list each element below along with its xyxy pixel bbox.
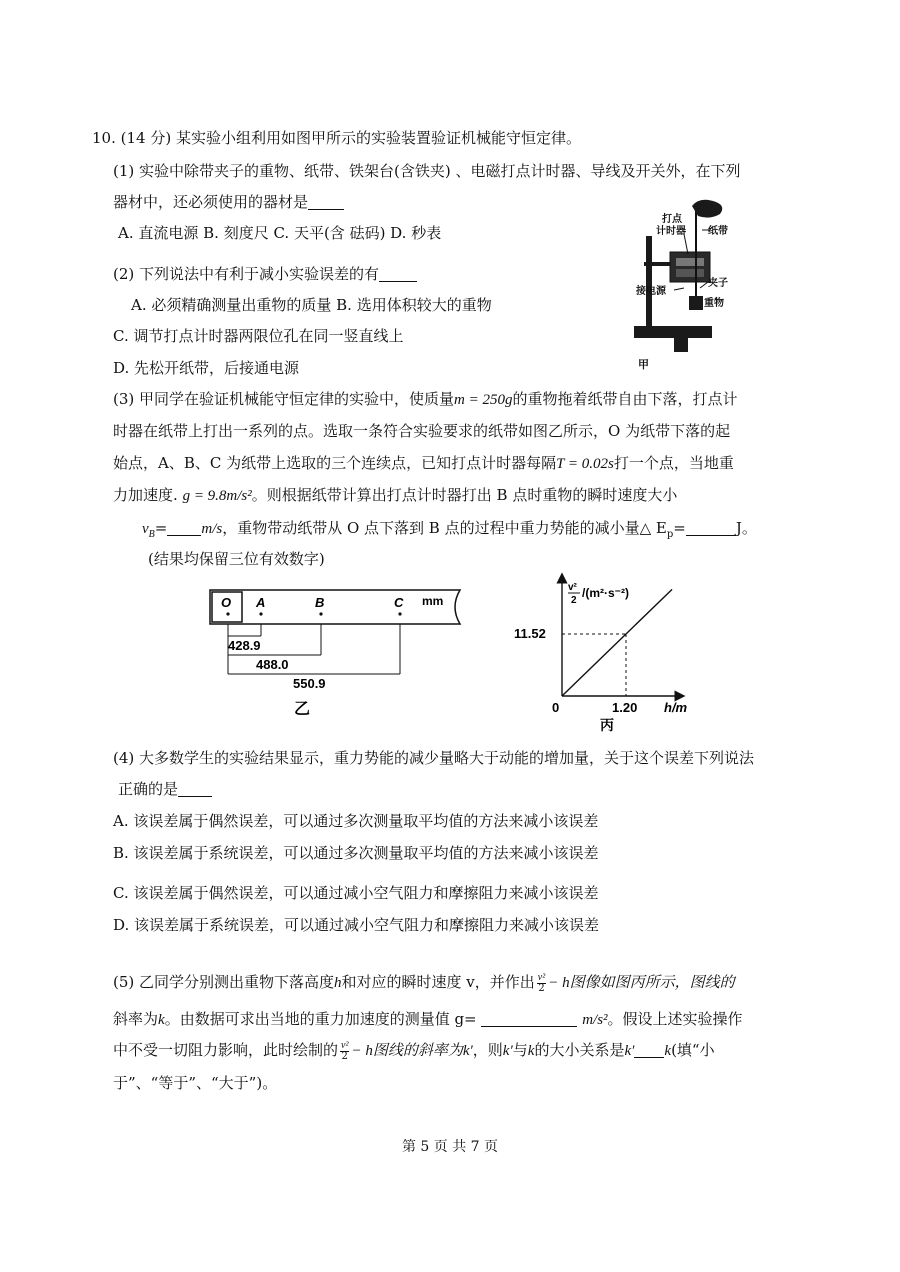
figure-jia-label: 甲 xyxy=(638,359,649,371)
answer-blank-4[interactable] xyxy=(178,780,212,797)
part4-option-d: D. 该误差属于系统误差，可以通过减小空气阻力和摩擦阻力来减小该误差 xyxy=(113,916,600,934)
part2-option-d: D. 先松开纸带，后接通电源 xyxy=(113,359,300,377)
part5-kp-2: k′ xyxy=(502,1043,513,1059)
part3-l1b: 的重物拖着纸带自由下落，打点计 xyxy=(512,390,738,408)
part5-l2a: 斜率为 xyxy=(113,1010,159,1028)
part5-kp-3: k′ xyxy=(624,1043,635,1059)
part5-kp-1: k′ xyxy=(462,1043,473,1059)
page-footer: 第 5 页 共 7 页 xyxy=(401,1139,499,1155)
answer-blank-1[interactable] xyxy=(308,193,344,210)
xtick-1-20: 1.20 xyxy=(612,700,638,715)
ylabel-unit: /(m²·s⁻²) xyxy=(582,586,629,600)
fraction-v2-over-2-b xyxy=(340,1041,349,1062)
part5-line4: 于”、“等于”、“大于”)。 xyxy=(113,1074,278,1092)
part5-line1 xyxy=(113,972,735,994)
part5-line2 xyxy=(113,1009,743,1030)
tape-label-a: A xyxy=(256,595,266,610)
part3-line5 xyxy=(142,518,757,545)
part3-period: T = 0.02s xyxy=(556,456,614,472)
part3-l1a: (3) 甲同学在验证机械能守恒定律的实验中，使质量 xyxy=(113,390,455,408)
part5-line3 xyxy=(113,1040,715,1062)
part5-l2c: 。假设上述实验操作 xyxy=(607,1010,743,1028)
part3-eq2: = xyxy=(673,519,686,537)
part3-line3 xyxy=(113,453,734,474)
answer-blank-2[interactable] xyxy=(379,265,417,282)
part5-k-3: k xyxy=(664,1043,672,1059)
part5-l3d: 与 xyxy=(512,1041,528,1059)
dim-oa: 428.9 xyxy=(228,638,261,653)
part5-l1b: 和对应的瞬时速度 v，并作出 xyxy=(341,973,535,991)
tape-unit: mm xyxy=(422,594,444,608)
label-zhongwu: 重物 xyxy=(704,298,724,309)
part2-line1 xyxy=(113,264,417,284)
figure-yi-label: 乙 xyxy=(294,701,311,718)
part3-line1 xyxy=(113,389,738,410)
part3-line4 xyxy=(113,485,677,506)
part3-l4b: 。则根据纸带计算出打点计时器打出 B 点时重物的瞬时速度大小 xyxy=(251,486,678,504)
answer-blank-g[interactable] xyxy=(481,1010,577,1027)
part5-l3f: (填“小 xyxy=(671,1041,715,1059)
part1-line2 xyxy=(113,192,344,212)
label-jiazi: 夹子 xyxy=(708,278,728,289)
part5-l2b: 。由数据可求出当地的重力加速度的测量值 g= xyxy=(164,1010,477,1028)
part5-g-unit: m/s² xyxy=(582,1012,608,1028)
part5-l1a: (5) 乙同学分别测出重物下落高度 xyxy=(113,973,335,991)
part3-l3b: 打一个点，当地重 xyxy=(613,454,734,472)
tape-label-c: C xyxy=(394,595,404,610)
part2-options-ab: A. 必须精确测量出重物的质量 B. 选用体积较大的重物 xyxy=(131,296,492,314)
part3-line6: (结果均保留三位有效数字) xyxy=(148,550,325,568)
label-jishiqi: 计时器 xyxy=(656,226,686,237)
part4-option-b: B. 该误差属于系统误差，可以通过多次测量取平均值的方法来减小该误差 xyxy=(113,844,599,862)
ylabel-num: v² xyxy=(568,582,577,593)
tape-dot-a xyxy=(259,612,262,615)
part5-l3c: ，则 xyxy=(472,1041,503,1059)
part1-line1: (1) 实验中除带夹子的重物、纸带、铁架台(含铁夹) 、电磁打点计时器、导线及开关外，在下列 xyxy=(113,162,741,180)
part3-vb-sub: B xyxy=(148,529,155,540)
part5-k: k xyxy=(158,1012,165,1028)
dim-oc: 550.9 xyxy=(293,676,326,691)
tape-dot-o xyxy=(226,612,229,615)
answer-blank-vb[interactable] xyxy=(167,519,201,536)
part3-eq1: = xyxy=(154,519,168,537)
dim-ob: 488.0 xyxy=(256,657,289,672)
answer-blank-kcompare[interactable] xyxy=(634,1041,664,1058)
label-dadian: 打点 xyxy=(662,214,682,225)
tape-label-b: B xyxy=(315,595,325,610)
part5-l1c: − h图像如图丙所示，图线的 xyxy=(548,975,735,991)
tape-dot-c xyxy=(398,612,401,615)
part5-k-2: k xyxy=(527,1043,535,1059)
tape-dot-b xyxy=(319,612,322,615)
part2-option-c: C. 调节打点计时器两限位孔在同一竖直线上 xyxy=(113,327,404,345)
part5-l3a: 中不受一切阻力影响，此时绘制的 xyxy=(113,1041,339,1059)
part3-l4a: 力加速度. xyxy=(113,486,178,504)
question-header: 10. (14 分) 某实验小组利用如图甲所示的实验装置验证机械能守恒定律。 xyxy=(92,129,581,147)
answer-blank-ep[interactable] xyxy=(686,519,736,536)
part3-line2: 时器在纸带上打出一系列的点。选取一条符合实验要求的纸带如图乙所示，O 为纸带下落的起 xyxy=(113,422,731,440)
part3-ep-sub: p xyxy=(666,529,674,540)
part3-l5e: J。 xyxy=(735,519,757,537)
fraction-v2-over-2 xyxy=(537,973,546,994)
origin-label: 0 xyxy=(552,700,560,715)
part5-h: h xyxy=(334,975,342,991)
part5-l3e: 的大小关系是 xyxy=(534,1041,625,1059)
fraction-num: v² xyxy=(537,971,546,983)
part4-line2 xyxy=(118,779,212,799)
part2-line1-text: (2) 下列说法中有利于减小实验误差的有 xyxy=(113,265,380,283)
part3-l5c: ，重物带动纸带从 O 点下落到 B 点的过程中重力势能的减小量△ E xyxy=(222,519,667,537)
label-jiedianyuan: 接电源 xyxy=(636,286,666,297)
figure-yi-tape xyxy=(200,580,475,720)
fraction-den-b: 2 xyxy=(341,1050,348,1062)
part4-line2-text: 正确的是 xyxy=(118,780,179,798)
part4-option-a: A. 该误差属于偶然误差，可以通过多次测量取平均值的方法来减小该误差 xyxy=(113,812,599,830)
part4-option-c: C. 该误差属于偶然误差，可以通过减小空气阻力和摩擦阻力来减小该误差 xyxy=(113,884,599,902)
part3-mass: m = 250g xyxy=(454,392,513,408)
part4-line1: (4) 大多数学生的实验结果显示，重力势能的减少量略大于动能的增加量，关于这个误差下列说法 xyxy=(113,749,755,767)
tape-label-o: O xyxy=(221,595,232,610)
part3-l3a: 始点，A、B、C 为纸带上选取的三个连续点，已知打点计时器每隔 xyxy=(113,454,557,472)
part5-l3b: − h图线的斜率为 xyxy=(351,1043,463,1059)
part3-vb-unit: m/s xyxy=(201,521,223,537)
fraction-num-b: v² xyxy=(341,1039,349,1051)
figure-bing-label: 丙 xyxy=(600,717,614,733)
ylabel-den: 2 xyxy=(571,595,577,606)
series-line xyxy=(562,589,672,696)
ytick-11-52: 11.52 xyxy=(514,626,546,641)
part3-gravity: g = 9.8m/s² xyxy=(182,488,252,504)
figure-jia-apparatus xyxy=(630,196,730,372)
part1-options: A. 直流电源 B. 刻度尺 C. 天平(含 砝码) D. 秒表 xyxy=(118,224,442,242)
figure-bing-graph xyxy=(512,568,702,734)
fraction-den: 2 xyxy=(538,982,545,994)
label-zhidai: 纸带 xyxy=(708,226,728,237)
part1-line2-text: 器材中，还必须使用的器材是 xyxy=(113,193,309,211)
part3-vb: v xyxy=(142,521,149,537)
xlabel: h/m xyxy=(664,700,688,715)
